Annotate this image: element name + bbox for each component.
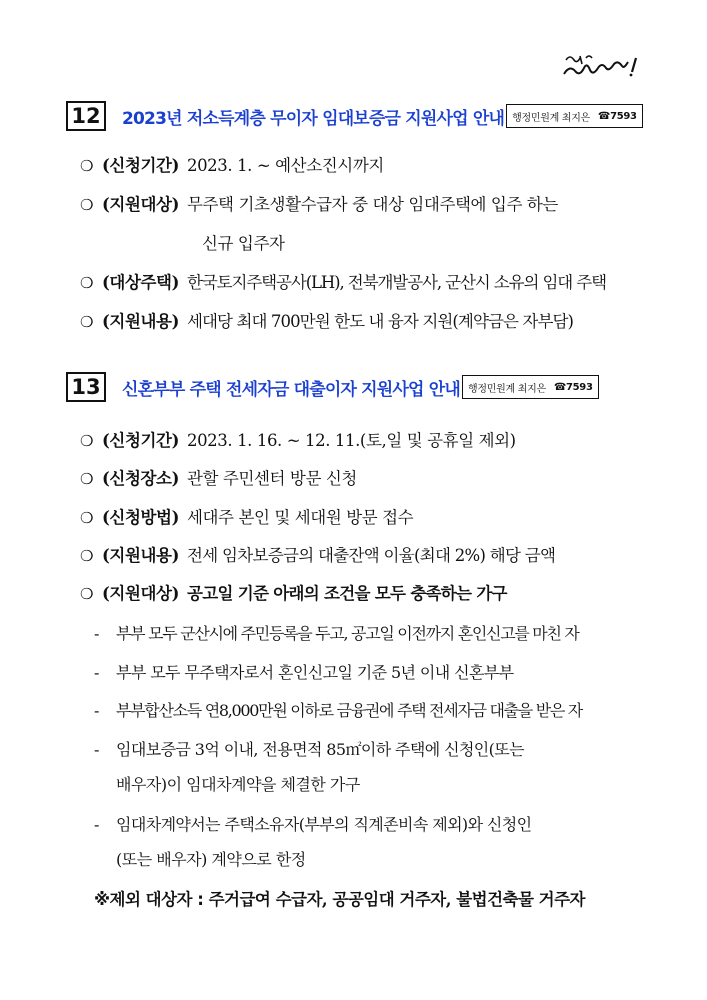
contact-phone: ☎7593	[553, 381, 593, 393]
dash-bullet: -	[94, 663, 99, 682]
city-logo	[562, 50, 642, 80]
condition-item	[94, 662, 514, 684]
section-title: 2023년 저소득계층 무이자 임대보증금 지원사업 안내	[122, 108, 505, 129]
bullet-icon: ❍	[80, 470, 94, 488]
condition-text: 부부합산소득 연8,000만원 이하로 금융권에 주택 전세자금 대출을 받은 자	[116, 701, 582, 720]
item-label: (지원대상)	[102, 584, 179, 603]
list-item	[80, 272, 606, 294]
section-title: 신혼부부 주택 전세자금 대출이자 지원사업 안내	[122, 379, 461, 400]
condition-text: 임대차계약서는 주택소유자(부부의 직계존비속 제외)와 신청인	[116, 815, 532, 834]
contact-dept: 행정민원계 최지은	[468, 383, 546, 395]
list-item	[80, 194, 558, 216]
list-item	[80, 583, 507, 605]
condition-item	[94, 739, 524, 761]
bullet-icon: ❍	[80, 274, 94, 292]
item-value: 세대주 본인 및 세대원 방문 접수	[186, 508, 414, 527]
item-label: (신청기간)	[102, 431, 179, 450]
list-item	[80, 311, 573, 333]
bullet-icon: ❍	[80, 547, 94, 565]
item-continuation: 신규 입주자	[202, 234, 285, 253]
item-label: (신청장소)	[102, 469, 179, 488]
item-value: 한국토지주택공사(LH), 전북개발공사, 군산시 소유의 임대 주택	[186, 273, 606, 292]
item-label: (신청기간)	[102, 156, 179, 175]
condition-continuation: (또는 배우자) 계약으로 한정	[116, 850, 306, 869]
item-value: 2023. 1. ~ 예산소진시까지	[186, 156, 384, 175]
item-value: 2023. 1. 16. ~ 12. 11.(토,일 및 공휴일 제외)	[186, 431, 516, 450]
dash-bullet: -	[94, 815, 99, 834]
item-value: 세대당 최대 700만원 한도 내 융자 지원(계약금은 자부담)	[186, 312, 574, 331]
condition-continuation: 배우자)이 임대차계약을 체결한 가구	[116, 775, 360, 794]
item-value: 무주택 기초생활수급자 중 대상 임대주택에 입주 하는	[186, 195, 558, 214]
condition-text: 부부 모두 군산시에 주민등록을 두고, 공고일 이전까지 혼인신고를 마친 자	[116, 624, 579, 643]
item-label: (신청방법)	[102, 508, 179, 527]
section-number: 12	[66, 101, 106, 131]
bullet-icon: ❍	[80, 313, 94, 331]
list-item	[80, 507, 413, 529]
condition-text: 부부 모두 무주택자로서 혼인신고일 기준 5년 이내 신혼부부	[116, 663, 514, 682]
section-number: 13	[66, 372, 106, 402]
item-label: (지원대상)	[102, 195, 179, 214]
contact-phone: ☎7593	[597, 110, 637, 122]
item-label: (대상주택)	[102, 273, 179, 292]
condition-item	[94, 700, 582, 722]
dash-bullet: -	[94, 701, 99, 720]
list-item	[80, 430, 516, 452]
item-label: (지원내용)	[102, 546, 179, 565]
dash-bullet: -	[94, 624, 99, 643]
bullet-icon: ❍	[80, 196, 94, 214]
exclusion-note	[94, 886, 585, 910]
section-13-header	[66, 372, 599, 402]
bullet-icon: ❍	[80, 509, 94, 527]
bullet-icon: ❍	[80, 585, 94, 603]
dash-bullet: -	[94, 740, 99, 759]
note-value: 주거급여 수급자, 공공임대 거주자, 불법건축물 거주자	[208, 890, 585, 909]
list-item	[80, 468, 357, 490]
condition-item	[94, 623, 579, 645]
item-label: (지원내용)	[102, 312, 179, 331]
note-label: ※제외 대상자 :	[94, 890, 204, 909]
item-value: 관할 주민센터 방문 신청	[186, 469, 357, 488]
list-item	[80, 155, 384, 177]
contact-box	[462, 375, 599, 399]
item-value: 공고일 기준 아래의 조건을 모두 충족하는 가구	[186, 584, 507, 603]
handwritten-logo-icon	[562, 50, 642, 80]
item-value: 전세 임차보증금의 대출잔액 이율(최대 2%) 해당 금액	[186, 546, 556, 565]
section-12-header	[66, 101, 643, 131]
bullet-icon: ❍	[80, 432, 94, 450]
condition-item	[94, 814, 532, 836]
bullet-icon: ❍	[80, 157, 94, 175]
contact-box	[506, 104, 643, 128]
list-item	[80, 545, 555, 567]
condition-text: 임대보증금 3억 이내, 전용면적 85㎡이하 주택에 신청인(또는	[116, 740, 525, 759]
contact-dept: 행정민원계 최지은	[512, 112, 590, 124]
